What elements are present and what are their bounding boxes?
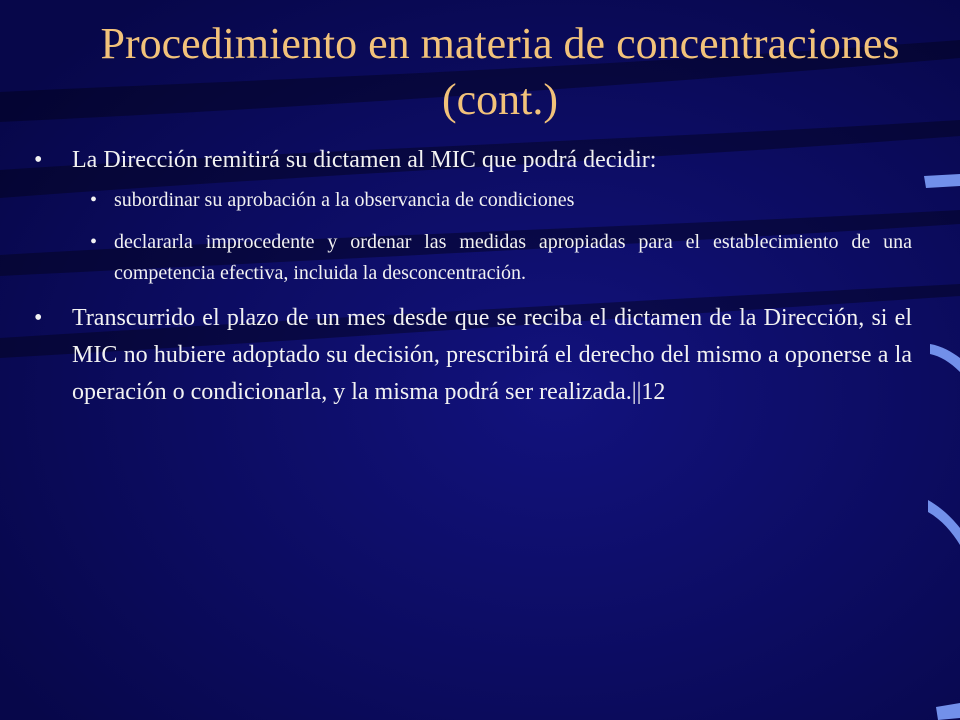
bullet-list (30, 142, 912, 429)
sub-bullet-text: declararla improcedente y ordenar las medidas apropiadas para el establecimiento de una competencia efectiva, incluida la desconcentración. (114, 231, 912, 284)
bullet-dot: • (34, 305, 43, 331)
sub-bullet-dot: • (90, 189, 98, 211)
slide-title (40, 16, 960, 128)
bullet-dot: • (34, 147, 43, 173)
bullet-item (30, 142, 912, 289)
sub-bullet-dot: • (90, 231, 98, 253)
sub-bullet-list (72, 185, 912, 289)
title-line-2: (cont.) (441, 75, 559, 124)
bullet-text: La Dirección remitirá su dictamen al MIC que podrá decidir: (72, 147, 657, 173)
sub-bullet-item (72, 227, 912, 289)
bullet-text: Transcurrido el plazo de un mes desde que se reciba el dictamen de la Dirección, si el MIC no hubiere adoptado su decisión, prescribirá el derecho del mismo a oponerse a la operación o condicionarla, y la misma podrá ser realizada.||12 (72, 305, 912, 405)
title-line-1: Procedimiento en materia de concentraciones (100, 19, 900, 68)
bullet-item (30, 300, 912, 411)
sub-bullet-text: subordinar su aprobación a la observancia de condiciones (114, 189, 575, 211)
sub-bullet-item (72, 185, 912, 216)
